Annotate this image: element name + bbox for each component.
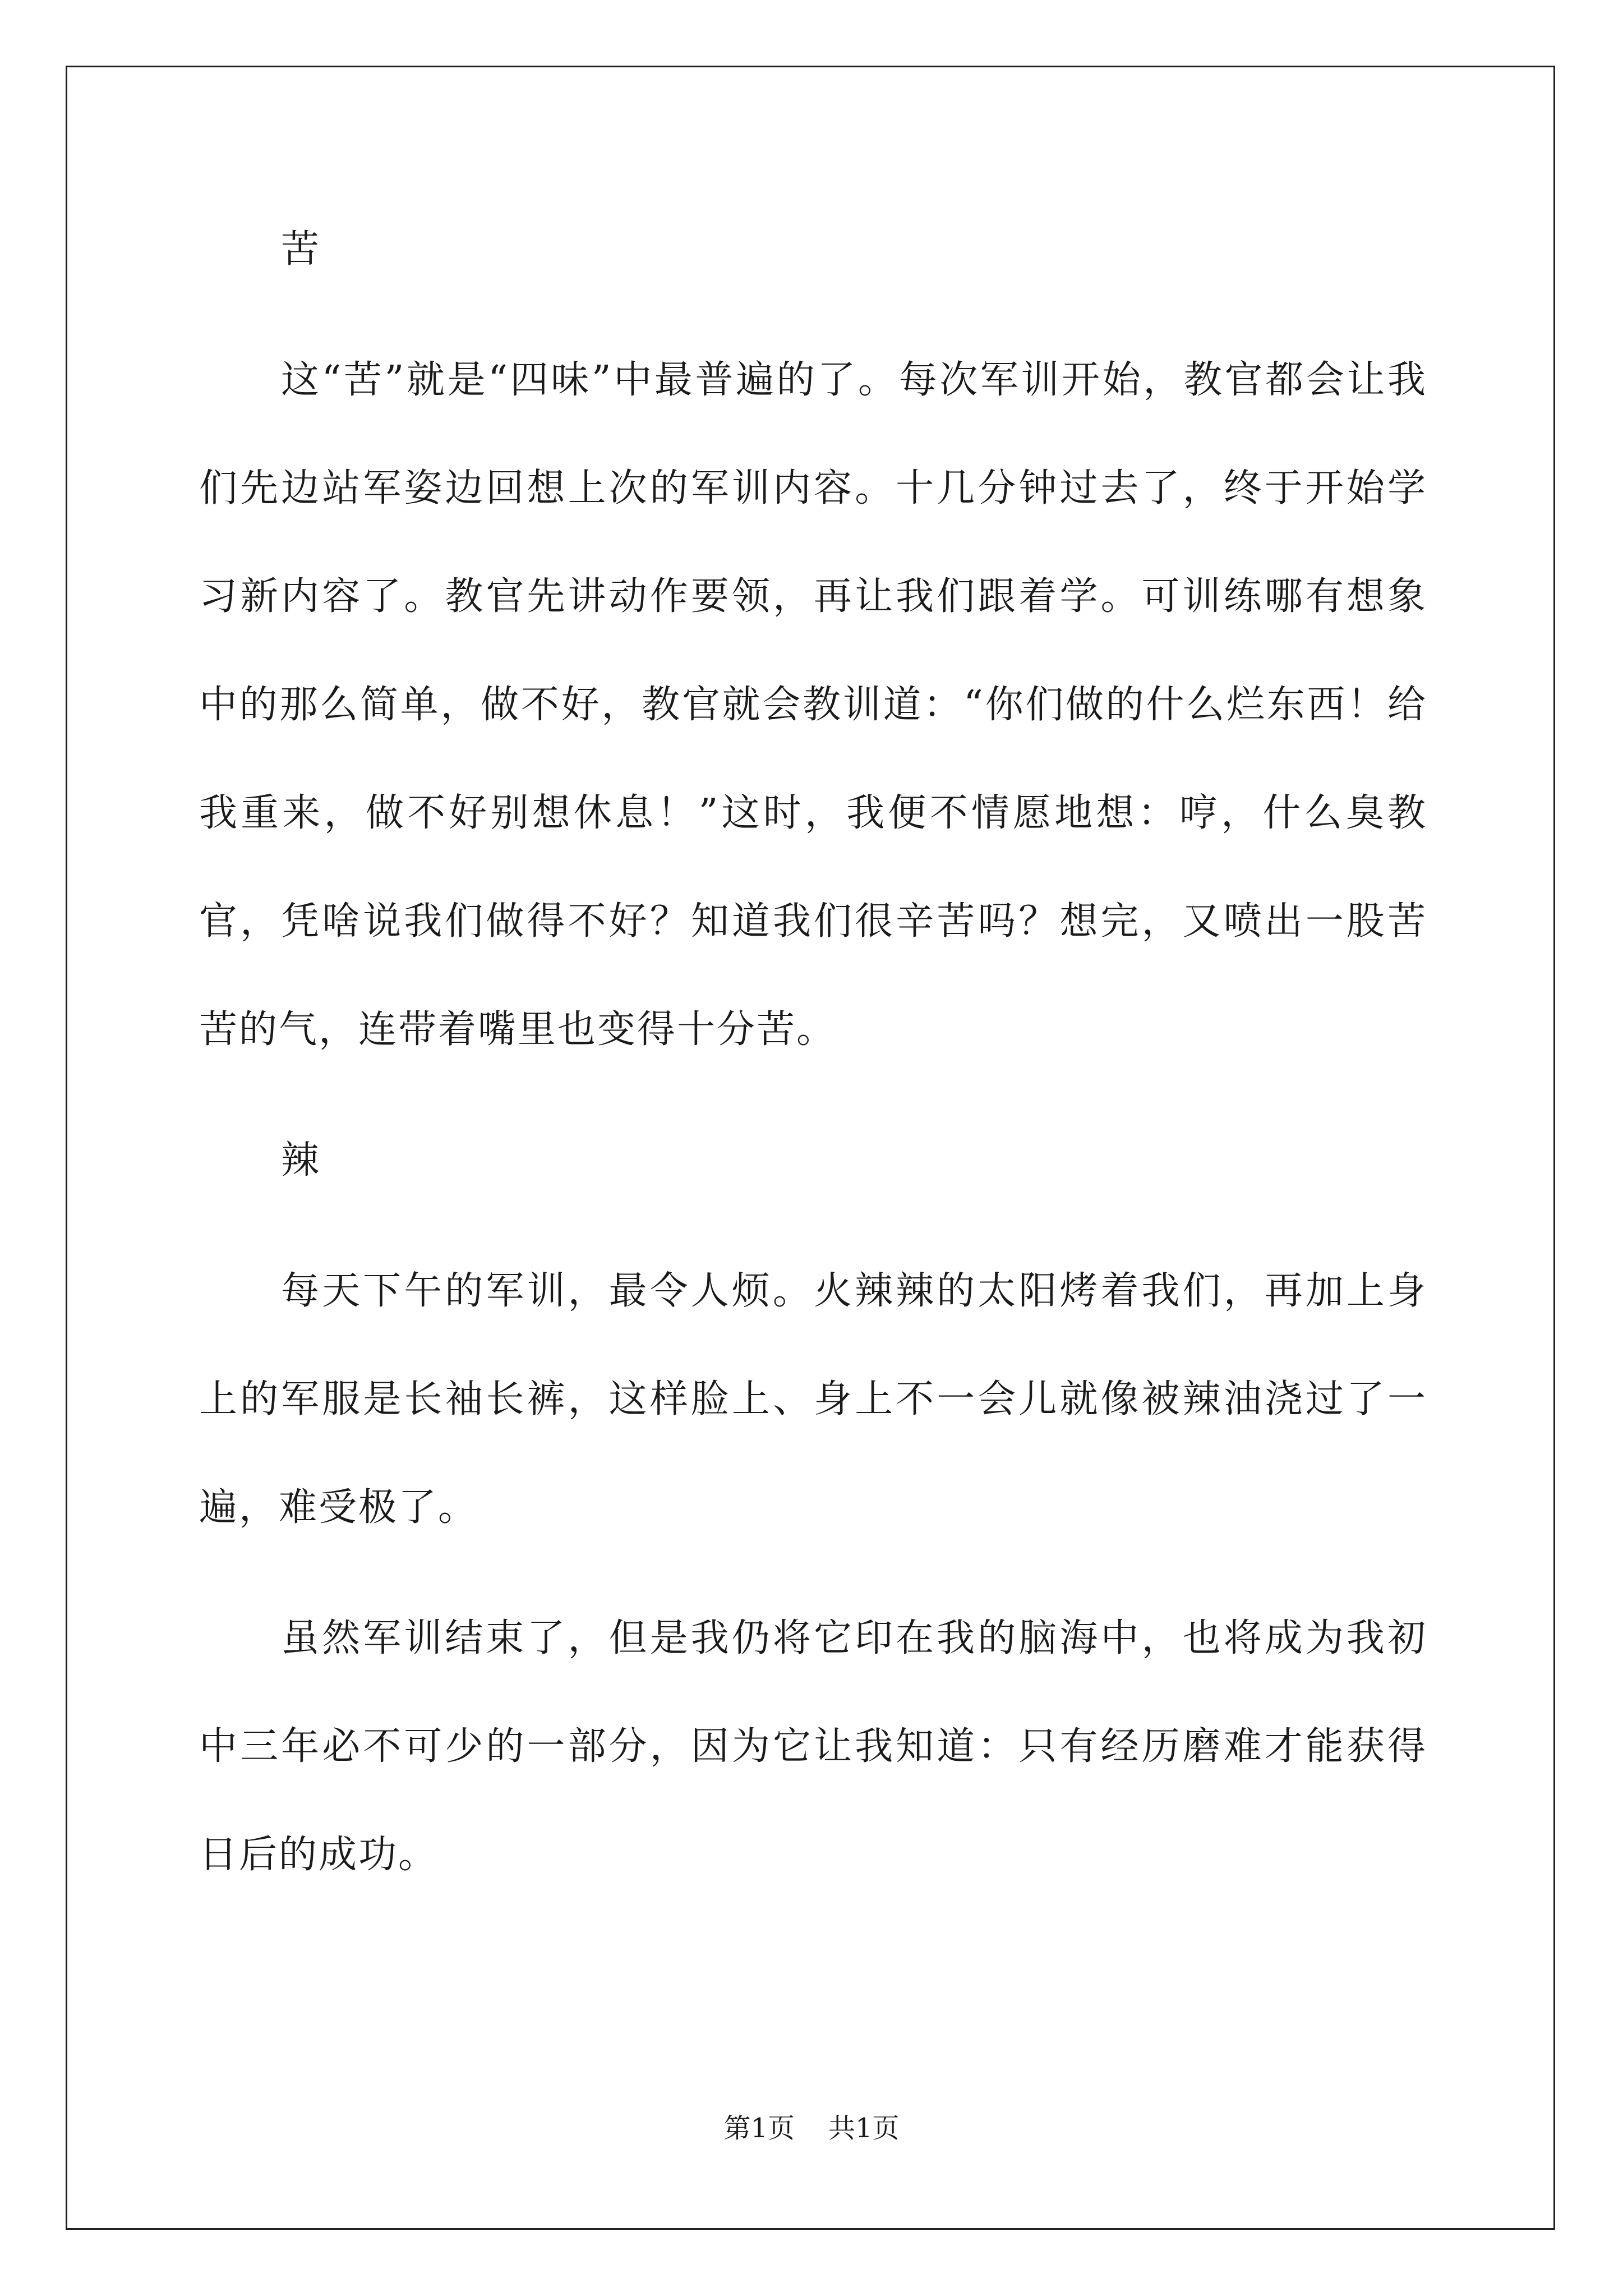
page-number-total: 共1页 <box>828 2113 900 2144</box>
page-number-current: 第1页 <box>723 2113 795 2144</box>
page-footer <box>0 2106 1623 2145</box>
paragraph-conclusion: 虽然军训结束了，但是我仍将它印在我的脑海中，也将成为我初中三年必不可少的一部分，因为它让我知道：只有经历磨难才能获得日后的成功。 <box>199 1616 1427 1877</box>
document-body <box>199 195 1427 1931</box>
section-heading-la: 辣 <box>281 1138 321 1182</box>
paragraph-la-1: 每天下午的军训，最令人烦。火辣辣的太阳烤着我们，再加上身上的军服是长袖长裤，这样脸上、身上不一会儿就像被辣油浇过了一遍，难受极了。 <box>199 1269 1427 1530</box>
section-heading-ku: 苦 <box>281 227 321 272</box>
paragraph-ku-1: 这“苦”就是“四味”中最普遍的了。每次军训开始，教官都会让我们先边站军姿边回想上次的军训内容。十几分钟过去了，终于开始学习新内容了。教官先讲动作要领，再让我们跟着学。可训练哪有想象中的那么简单，做不好，教官就会教训道：“你们做的什么烂东西！给我重来，做不好别想休息！”这时，我便不情愿地想：哼，什么臭教官，凭啥说我们做得不好？知道我们很辛苦吗？想完，又喷出一股苦苦的气，连带着嘴里也变得十分苦。 <box>199 358 1427 1052</box>
